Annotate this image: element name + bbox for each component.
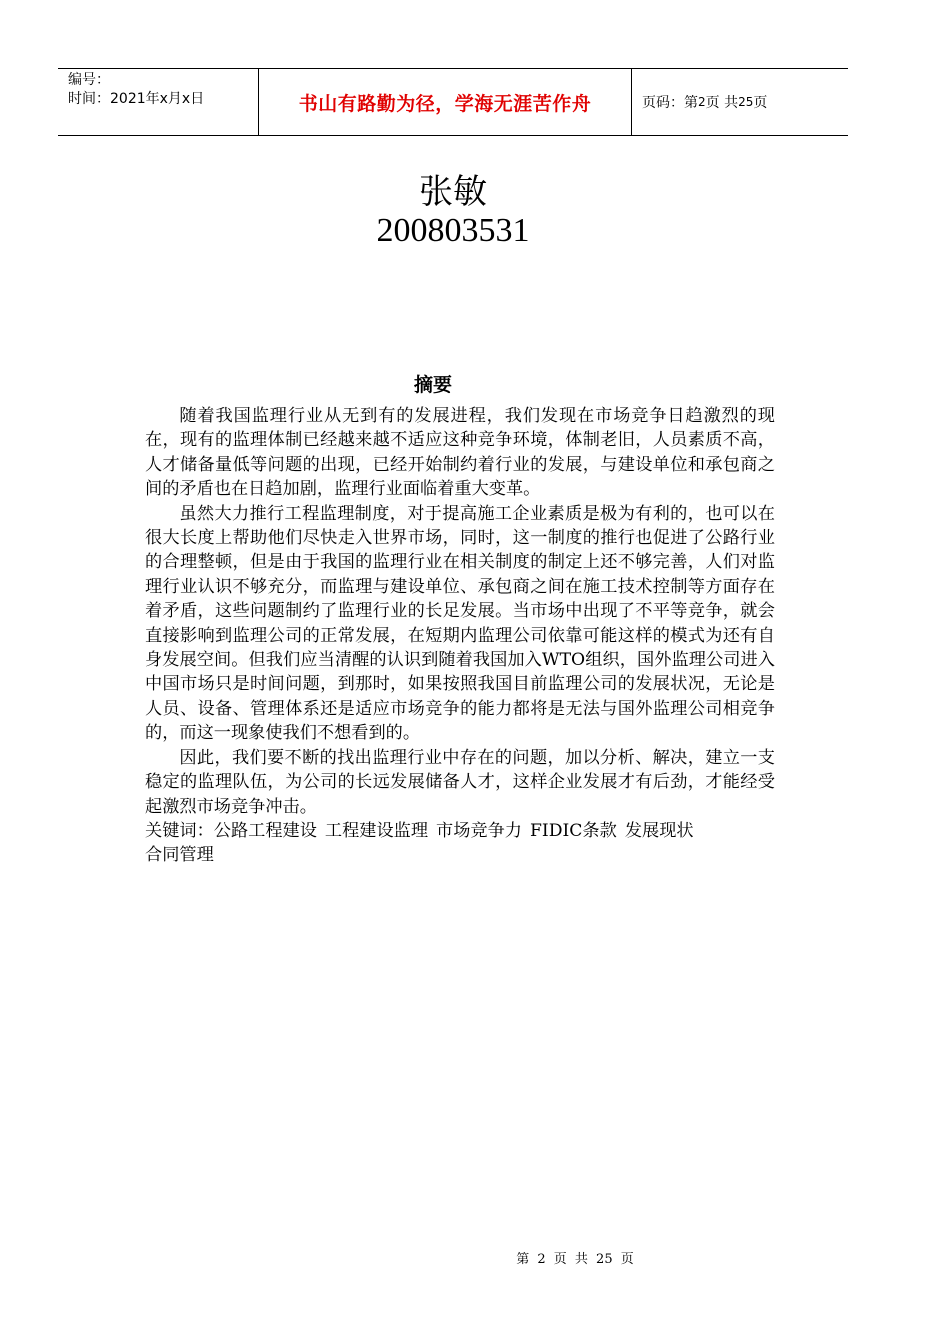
document-time: 时间：2021年x月x日 bbox=[68, 91, 205, 107]
keyword: FIDIC条款 bbox=[530, 820, 617, 841]
page-suffix: 页 bbox=[753, 95, 768, 111]
abstract-body bbox=[145, 404, 775, 868]
page-total: 25 bbox=[738, 95, 754, 109]
header-meta bbox=[58, 69, 258, 135]
keyword: 工程建设监理 bbox=[324, 820, 429, 841]
abstract-paragraph: 随着我国监理行业从无到有的发展进程，我们发现在市场竞争日趋激烈的现在，现有的监理体制已经越来越不适应这种竞争环境，体制老旧，人员素质不高，人才储备量低等问题的出现，已经开始制约着行业的发展，与建设单位和承包商之间的矛盾也在日趋加剧，监理行业面临着重大变革。 bbox=[145, 406, 775, 500]
document-number-label: 编号： bbox=[68, 72, 110, 88]
header-motto: 书山有路勤为径，学海无涯苦作舟 bbox=[298, 92, 592, 115]
page-prefix: 页码：第 bbox=[642, 95, 698, 111]
author-name: 张敏 bbox=[419, 172, 487, 212]
page-header bbox=[58, 68, 848, 136]
keyword: 市场竞争力 bbox=[436, 820, 522, 841]
keyword: 合同管理 bbox=[145, 845, 214, 866]
header-motto-cell bbox=[258, 69, 632, 135]
page-footer: 第 2 页 共 25 页 bbox=[516, 1252, 634, 1267]
header-page-info bbox=[632, 69, 848, 135]
abstract-title: 摘要 bbox=[413, 374, 452, 396]
abstract-paragraph: 虽然大力推行工程监理制度，对于提高施工企业素质是极为有利的，也可以在很大长度上帮助他们尽快走入世界市场，同时，这一制度的推行也促进了公路行业的合理整顿，但是由于我国的监理行业在相关制度的制定上还不够完善，人们对监理行业认识不够充分，而监理与建设单位、承包商之间在施工技术控制等方面存在着矛盾，这些问题制约了监理行业的长足发展。当市场中出现了不平等竞争，就会直接影响到监理公司的正常发展，在短期内监理公司依靠可能这样的模式为还有自身发展空间。但我们应当清醒的认识到随着我国加入WTO组织，国外监理公司进入中国市场只是时间问题，到那时，如果按照我国目前监理公司的发展状况，无论是人员、设备、管理体系还是适应市场竞争的能力都将是无法与国外监理公司相竞争的，而这一现象使我们不想看到的。 bbox=[145, 503, 775, 744]
student-id: 200803531 bbox=[376, 212, 530, 249]
keyword: 发展现状 bbox=[624, 820, 694, 841]
keywords-line bbox=[145, 819, 775, 868]
page-mid: 页 共 bbox=[705, 95, 739, 111]
keywords-label: 关键词： bbox=[145, 820, 214, 841]
keyword: 公路工程建设 bbox=[213, 820, 317, 841]
page-current: 2 bbox=[698, 95, 706, 109]
abstract-paragraph: 因此，我们要不断的找出监理行业中存在的问题，加以分析、解决，建立一支稳定的监理队伍，为公司的长远发展储备人才，这样企业发展才有后劲，才能经受起激烈市场竞争冲击。 bbox=[145, 747, 775, 817]
